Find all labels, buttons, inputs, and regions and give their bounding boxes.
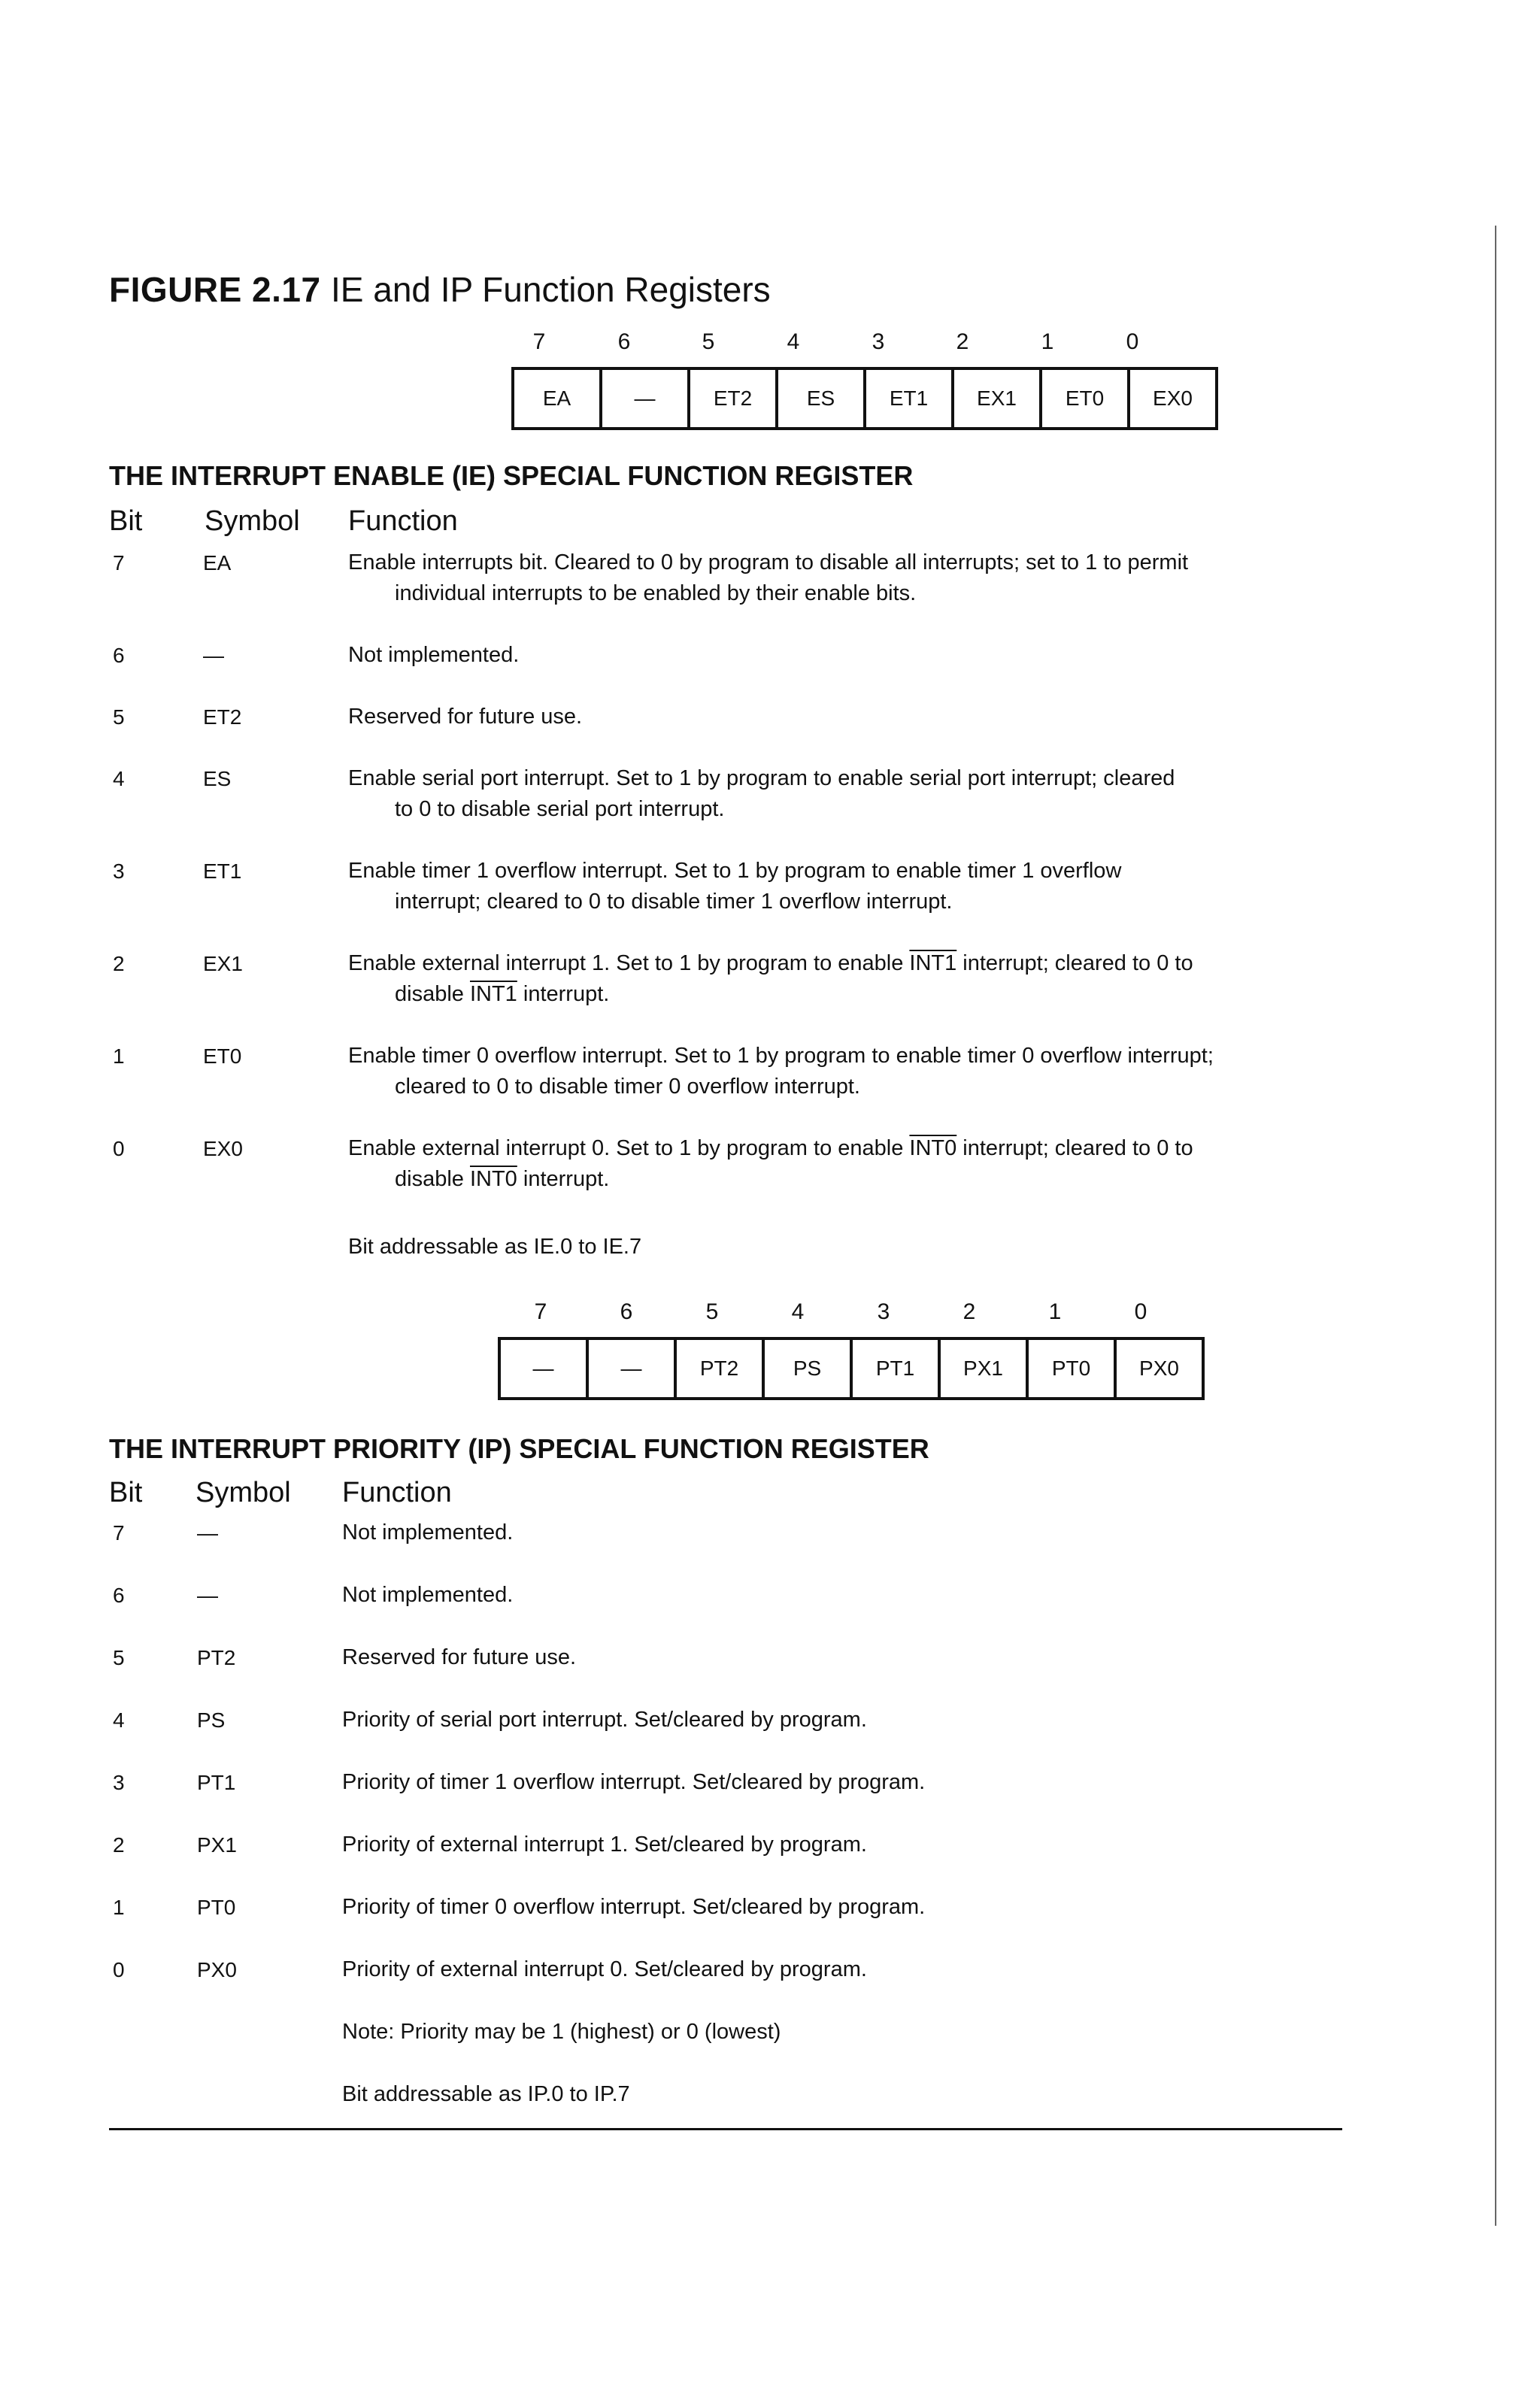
ie-register-cell: ES: [775, 370, 863, 427]
ie-row-symbol: EX1: [203, 952, 243, 975]
ip-row-symbol: —: [197, 1584, 218, 1607]
ie-row-function-signal: INT0: [469, 1167, 517, 1191]
ip-row-symbol: PX1: [197, 1833, 237, 1857]
ie-row-function-text: interrupt.: [517, 1167, 610, 1191]
ip-row-bit: 7: [113, 1521, 125, 1545]
ip-row-function: Priority of timer 0 overflow interrupt. Set/cleared by program.: [342, 1895, 926, 1919]
ie-row-bit: 2: [113, 952, 125, 975]
ip-header-symbol: Symbol: [196, 1477, 291, 1508]
bottom-rule: [109, 2128, 1342, 2130]
ie-row-function-line1: [348, 1136, 1193, 1160]
ie-row-function: [348, 547, 1188, 609]
ip-register-diagram: [498, 1337, 1205, 1400]
ie-row-function: [348, 856, 1121, 917]
ip-row-symbol: PX0: [197, 1958, 237, 1981]
ie-row-function-text: Enable external interrupt 0. Set to 1 by program to enable: [348, 1136, 910, 1160]
ip-bit-number: 6: [620, 1299, 633, 1324]
ip-row-symbol: PT2: [197, 1646, 236, 1669]
ie-row-function-line1: Enable timer 1 overflow interrupt. Set to 1 by program to enable timer 1 overflow: [348, 859, 1122, 883]
ie-row-symbol: ES: [203, 767, 232, 790]
ie-bit-number: 6: [617, 329, 631, 354]
ie-row-function-line2: [348, 1164, 1193, 1195]
ip-bit-number: 7: [534, 1299, 547, 1324]
ie-row-function: [348, 1041, 1214, 1102]
ie-row-function-line2: individual interrupts to be enabled by their enable bits.: [395, 581, 917, 605]
ip-register-cell: —: [586, 1340, 674, 1397]
ie-row-bit: 7: [113, 551, 125, 574]
ip-bit-number: 2: [962, 1299, 976, 1324]
ip-row-bit: 2: [113, 1833, 125, 1857]
ie-row-function-text: disable: [395, 1167, 470, 1191]
ie-row-bit: 0: [113, 1137, 125, 1160]
ip-row-function: Not implemented.: [342, 1520, 514, 1545]
ie-footnote: Bit addressable as IE.0 to IE.7: [348, 1235, 642, 1259]
ip-row-bit: 4: [113, 1708, 125, 1732]
ip-row-function: Not implemented.: [342, 1583, 514, 1607]
ip-register-cell: PT1: [850, 1340, 938, 1397]
ie-row-function-signal: INT1: [909, 951, 957, 975]
ip-row-symbol: PS: [197, 1708, 226, 1732]
ip-bit-number: 1: [1048, 1299, 1062, 1324]
ip-register-cell: PX1: [938, 1340, 1026, 1397]
ie-row-function-text: interrupt; cleared to 0 to: [956, 1136, 1193, 1160]
ie-row-symbol: ET0: [203, 1044, 242, 1068]
ie-row-symbol: ET2: [203, 705, 242, 729]
ie-bit-number: 0: [1126, 329, 1139, 354]
figure-label: FIGURE 2.17: [109, 270, 321, 309]
ie-bit-number: 1: [1041, 329, 1054, 354]
ie-header-function: Function: [348, 505, 458, 537]
ip-row-bit: 5: [113, 1646, 125, 1669]
ie-row-function-text: disable: [395, 982, 470, 1006]
ip-row-bit: 0: [113, 1958, 125, 1981]
ie-row-bit: 3: [113, 859, 125, 883]
ie-bit-number: 3: [872, 329, 885, 354]
ie-row-function: [348, 1133, 1193, 1195]
ip-section-title: THE INTERRUPT PRIORITY (IP) SPECIAL FUNCTION REGISTER: [109, 1433, 929, 1464]
ie-row-function: [348, 763, 1175, 825]
ie-row-function-text: Enable external interrupt 1. Set to 1 by program to enable: [348, 951, 910, 975]
ip-row-symbol: PT0: [197, 1896, 236, 1919]
page-edge-line: [1495, 226, 1496, 2226]
ip-row-bit: 3: [113, 1771, 125, 1794]
ie-register-cell: EX1: [951, 370, 1039, 427]
ie-header-bit: Bit: [109, 505, 143, 537]
ie-register-cell: EX0: [1127, 370, 1215, 427]
ip-row-symbol: PT1: [197, 1771, 236, 1794]
ie-row-symbol: EX0: [203, 1137, 243, 1160]
ip-row-function: Priority of timer 1 overflow interrupt. Set/cleared by program.: [342, 1770, 926, 1794]
ie-row-symbol: EA: [203, 551, 232, 574]
ip-register-cell: PT0: [1026, 1340, 1114, 1397]
ie-section-title: THE INTERRUPT ENABLE (IE) SPECIAL FUNCTION REGISTER: [109, 460, 914, 491]
ie-bit-number: 2: [956, 329, 969, 354]
ie-row-function-signal: INT1: [469, 982, 517, 1006]
ip-header-function: Function: [342, 1477, 452, 1508]
ie-bit-number: 5: [702, 329, 715, 354]
ie-register-cell: ET0: [1039, 370, 1127, 427]
ie-row-function-line1: Not implemented.: [348, 643, 520, 667]
ip-bit-number: 0: [1134, 1299, 1147, 1324]
ie-register-cell: ET2: [687, 370, 775, 427]
ie-register-cell: ET1: [863, 370, 951, 427]
figure-title: IE and IP Function Registers: [331, 270, 771, 309]
ie-register-diagram: [511, 367, 1218, 430]
ie-row-function-line2: interrupt; cleared to 0 to disable timer 1 overflow interrupt.: [395, 890, 953, 914]
ip-register-cell: —: [532, 1357, 554, 1380]
ip-row-symbol: —: [197, 1521, 218, 1545]
ip-row-function: Priority of external interrupt 0. Set/cleared by program.: [342, 1957, 867, 1981]
ip-header-bit: Bit: [109, 1477, 143, 1508]
ie-bit-number: 7: [532, 329, 546, 354]
ip-bit-number: 4: [791, 1299, 805, 1324]
ip-note: Note: Priority may be 1 (highest) or 0 (lowest): [342, 2020, 781, 2044]
ie-row-function-line1: Enable interrupts bit. Cleared to 0 by program to disable all interrupts; set to 1 to permit: [348, 550, 1189, 574]
ie-row-function-line2: to 0 to disable serial port interrupt.: [395, 797, 725, 821]
ie-register-cell: —: [599, 370, 687, 427]
ie-row-symbol: ET1: [203, 859, 242, 883]
ie-row-function: [348, 702, 582, 732]
ie-row-bit: 6: [113, 644, 125, 667]
ie-row-bit: 4: [113, 767, 125, 790]
ip-row-function: Priority of serial port interrupt. Set/cleared by program.: [342, 1708, 867, 1732]
ip-register-cell: PT2: [674, 1340, 762, 1397]
ie-header-symbol: Symbol: [205, 505, 300, 537]
ie-register-cell: EA: [542, 387, 571, 410]
ie-row-function-signal: INT0: [909, 1136, 957, 1160]
ip-row-bit: 1: [113, 1896, 125, 1919]
ie-row-function-text: interrupt; cleared to 0 to: [956, 951, 1193, 975]
ie-row-function-line2: [348, 979, 1193, 1010]
ie-bit-number: 4: [787, 329, 800, 354]
ip-register-cell: PS: [762, 1340, 850, 1397]
ie-row-function-line2: cleared to 0 to disable timer 0 overflow interrupt.: [395, 1075, 860, 1099]
ie-row-function: [348, 948, 1193, 1010]
ie-row-bit: 1: [113, 1044, 125, 1068]
ip-register-cell: PX0: [1114, 1340, 1202, 1397]
ip-bit-number: 3: [877, 1299, 890, 1324]
ie-row-function-line1: Reserved for future use.: [348, 705, 583, 729]
ie-row-bit: 5: [113, 705, 125, 729]
ie-row-symbol: —: [203, 644, 224, 667]
ip-footnote: Bit addressable as IP.0 to IP.7: [342, 2082, 630, 2106]
ie-row-function-text: interrupt.: [517, 982, 610, 1006]
ip-row-function: Priority of external interrupt 1. Set/cleared by program.: [342, 1833, 867, 1857]
ie-row-function: [348, 640, 519, 671]
ie-row-function-line1: [348, 951, 1193, 975]
ie-row-function-line1: Enable serial port interrupt. Set to 1 by program to enable serial port interrupt; cleared: [348, 766, 1175, 790]
ip-row-bit: 6: [113, 1584, 125, 1607]
ip-row-function: Reserved for future use.: [342, 1645, 577, 1669]
ie-row-function-line1: Enable timer 0 overflow interrupt. Set to 1 by program to enable timer 0 overflow interrupt;: [348, 1044, 1214, 1068]
ip-bit-number: 5: [705, 1299, 719, 1324]
